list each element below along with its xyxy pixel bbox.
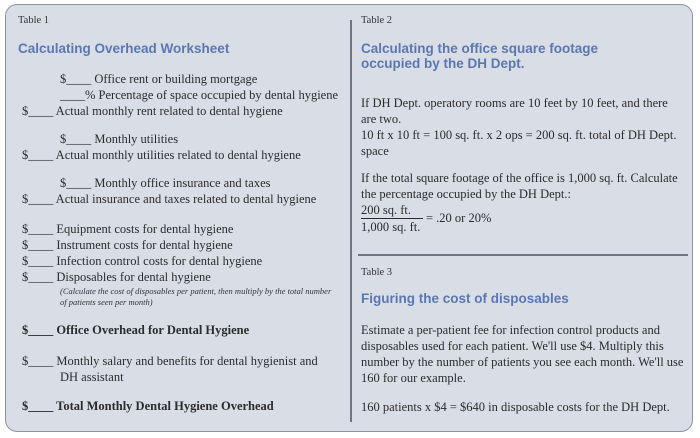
office-overhead-line: $____ Office Overhead for Dental Hygiene <box>22 323 250 337</box>
utilities-line-1: $____ Monthly utilities <box>60 132 179 146</box>
worksheet-panel <box>5 4 693 432</box>
infection-control-line: $____ Infection control costs for dental hygiene <box>22 254 263 268</box>
table-divider <box>358 254 688 256</box>
instrument-line: $____ Instrument costs for dental hygiene <box>22 238 233 252</box>
disposables-line: $____ Disposables for dental hygiene <box>22 270 211 284</box>
salary-line-2: DH assistant <box>60 370 124 384</box>
column-divider <box>350 20 352 422</box>
salary-line-1: $____ Monthly salary and benefits for dental hygienist and <box>22 354 318 368</box>
table1-label: Table 1 <box>18 15 50 26</box>
insurance-line-2: $____ Actual insurance and taxes related to dental hygiene <box>22 192 317 206</box>
table3-paragraph-1: Estimate a per-patient fee for infection control products and disposables used for each patient. We'll use $4. Multiply this number by the number of patients you see each month. We'll use 160 for our example. <box>361 323 684 385</box>
equipment-line: $____ Equipment costs for dental hygiene <box>22 222 234 236</box>
table2-paragraph-1: If DH Dept. operatory rooms are 10 feet by 10 feet, and there are two. <box>361 96 668 126</box>
table3-title: Figuring the cost of disposables <box>361 291 569 306</box>
table1-title: Calculating Overhead Worksheet <box>18 41 230 56</box>
table2-title-line2: occupied by the DH Dept. <box>361 56 525 71</box>
rent-line-1: $____ Office rent or building mortgage <box>60 72 258 86</box>
fraction-bar <box>361 218 423 219</box>
table2-paragraph-3: If the total square footage of the office is 1,000 sq. ft. Calculate the percentage occupied by the DH Dept.: <box>361 171 678 201</box>
table2-paragraph-2: 10 ft x 10 ft = 100 sq. ft. x 2 ops = 200 sq. ft. total of DH Dept. space <box>361 128 677 158</box>
insurance-line-1: $____ Monthly office insurance and taxes <box>60 176 271 190</box>
fraction-numerator: 200 sq. ft. <box>361 203 411 217</box>
fraction-result: = .20 or 20% <box>426 211 492 225</box>
rent-line-2: ____% Percentage of space occupied by dental hygiene <box>60 88 339 102</box>
fraction-denominator: 1,000 sq. ft. <box>361 220 421 234</box>
total-overhead-line: $____ Total Monthly Dental Hygiene Overhead <box>22 399 274 413</box>
table2-label: Table 2 <box>361 15 393 26</box>
table2-title-line1: Calculating the office square footage <box>361 41 599 56</box>
rent-line-3: $____ Actual monthly rent related to dental hygiene <box>22 104 283 118</box>
disposables-note-2: of patients seen per month) <box>60 297 153 307</box>
disposables-note-1: (Calculate the cost of disposables per patient, then multiply by the total number <box>60 286 332 296</box>
table3-paragraph-2: 160 patients x $4 = $640 in disposable costs for the DH Dept. <box>361 400 670 414</box>
utilities-line-2: $____ Actual monthly utilities related to dental hygiene <box>22 148 301 162</box>
table3-label: Table 3 <box>361 267 393 278</box>
